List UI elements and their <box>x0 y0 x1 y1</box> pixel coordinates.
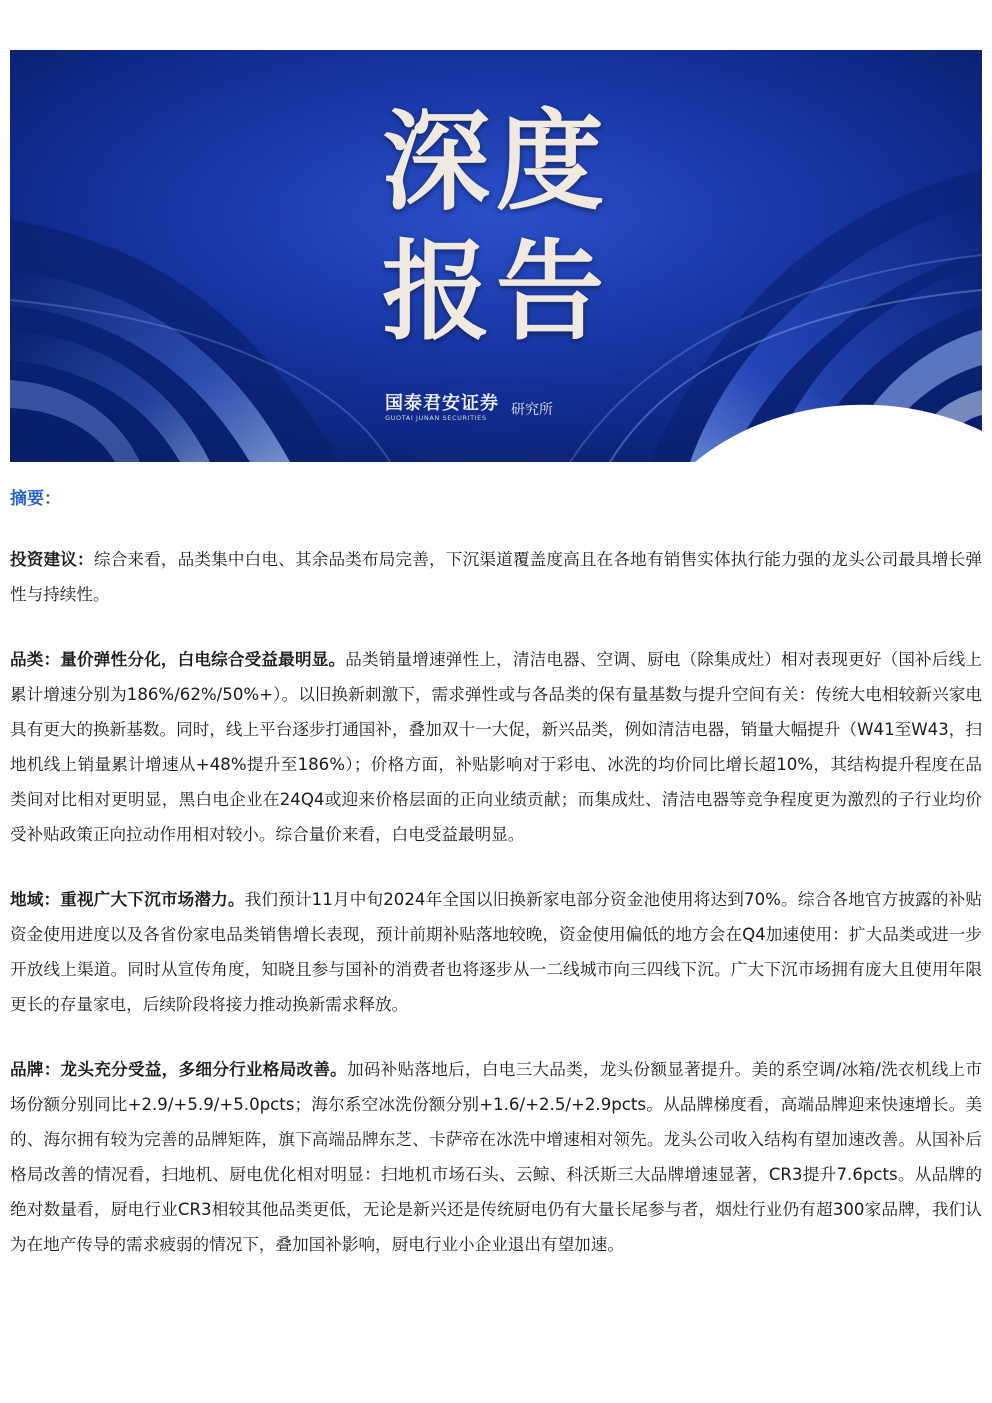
section-brand <box>10 1052 982 1262</box>
brand-name-en: GUOTAI JUNAN SECURITIES <box>385 413 487 422</box>
cover-title-line-1: 深度 <box>381 99 610 225</box>
section-region <box>10 882 982 1022</box>
section-lead: 品牌：龙头充分受益，多细分行业格局改善。 <box>10 1060 348 1079</box>
cover-title-line-2: 报告 <box>381 229 610 355</box>
section-body: 我们预计11月中旬2024年全国以旧换新家电部分资金池使用将达到70%。综合各地官方披露的补贴资金使用进度以及各省份家电品类销售增长表现，预计前期补贴落地较晚，资金使用偏低的地方会在Q4加速使用：扩大品类或进一步开放线上渠道。同时从宣传角度，知晓且参与国补的消费者也将逐步从一二线城市向三四线下沉。广大下沉市场拥有庞大且使用年限更长的存量家电，后续阶段将接力推动换新需求释放。 <box>10 890 982 1014</box>
section-body: 综合来看，品类集中白电、其余品类布局完善，下沉渠道覆盖度高且在各地有销售实体执行能力强的龙头公司最具增长弹性与持续性。 <box>10 550 983 604</box>
abstract-heading: 摘要： <box>10 489 61 509</box>
brand-subtitle: 研究所 <box>511 402 553 418</box>
brand-name-cn: 国泰君安证券 <box>385 392 499 414</box>
section-body: 加码补贴落地后，白电三大品类，龙头份额显著提升。美的系空调/冰箱/洗衣机线上市场份额分别同比+2.9/+5.9/+5.0pcts；海尔系空冰洗份额分别+1.6/+2.5/+2.9pcts。从品牌梯度看，高端品牌迎来快速增长。美的、海尔拥有较为完善的品牌矩阵，旗下高端品牌东芝、卡萨帝在冰洗中增速相对领先。龙头公司收入结构有望加速改善。从国补后格局改善的情况看，扫地机、厨电优化相对明显：扫地机市场石头、云鲸、科沃斯三大品牌增速显著，CR3提升7.6pcts。从品牌的绝对数量看，厨电行业CR3相较其他品类更低，无论是新兴还是传统厨电仍有大量长尾参与者，烟灶行业仍有超300家品牌，我们认为在地产传导的需求疲弱的情况下，叠加国补影响，厨电行业小企业退出有望加速。 <box>10 1060 983 1254</box>
section-lead: 投资建议： <box>10 550 94 569</box>
cover-banner <box>10 50 982 462</box>
section-body: 品类销量增速弹性上，清洁电器、空调、厨电（除集成灶）相对表现更好（国补后线上累计增速分别为186%/62%/50%+）。以旧换新刺激下，需求弹性或与各品类的保有量基数与提升空间有关：传统大电相较新兴家电具有更大的换新基数。同时，线上平台逐步打通国补，叠加双十一大促，新兴品类，例如清洁电器，销量大幅提升（W41至W43，扫地机线上销量累计增速从+48%提升至186%）；价格方面，补贴影响对于彩电、冰洗的均价同比增长超10%，其结构提升程度在品类间对比相对更明显，黑白电企业在24Q4或迎来价格层面的正向业绩贡献；而集成灶、清洁电器等竞争程度更为激烈的子行业均价受补贴政策正向拉动作用相对较小。综合量价来看，白电受益最明显。 <box>10 650 983 844</box>
section-category <box>10 642 982 852</box>
section-investment-advice <box>10 542 982 612</box>
brand-logo-icon <box>377 390 982 462</box>
section-lead: 地域：重视广大下沉市场潜力。 <box>10 890 245 909</box>
brand-block <box>377 390 553 426</box>
report-content <box>10 484 982 1292</box>
section-lead: 品类：量价弹性分化，白电综合受益最明显。 <box>10 650 346 669</box>
